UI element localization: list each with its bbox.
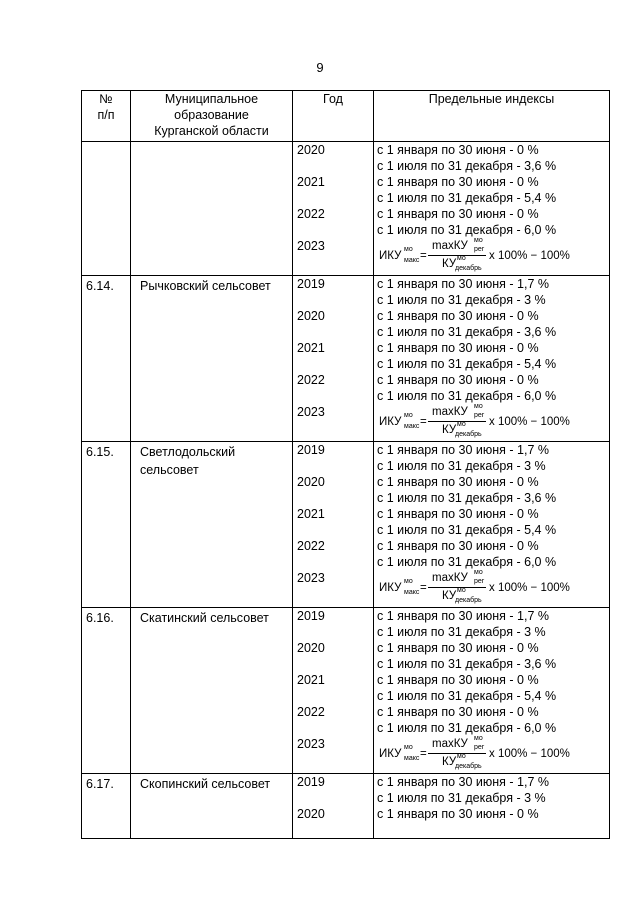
year-value: 2022 xyxy=(297,207,325,221)
cell-municipality xyxy=(131,276,293,442)
index-line: с 1 января по 30 июня - 0 % xyxy=(377,507,539,521)
formula-denominator: КУ xyxy=(442,424,457,436)
index-line: с 1 июля по 31 декабря - 6,0 % xyxy=(377,555,557,569)
header-municipality xyxy=(131,91,293,142)
index-line: с 1 января по 30 июня - 0 % xyxy=(377,143,539,157)
header-year: Год xyxy=(293,91,374,142)
tariff-index-table xyxy=(81,90,610,839)
index-line: с 1 июля по 31 декабря - 6,0 % xyxy=(377,389,557,403)
formula-denominator: КУ xyxy=(442,590,457,602)
formula-equals: = xyxy=(420,748,427,760)
year-value: 2022 xyxy=(297,539,325,553)
formula-tail: х 100% − 100% xyxy=(489,748,570,760)
header-num xyxy=(82,91,131,142)
index-line: с 1 июля по 31 декабря - 3,6 % xyxy=(377,159,557,173)
cell-years xyxy=(293,774,374,839)
municipality-name: Светлодольский xyxy=(140,445,236,459)
index-line: с 1 января по 30 июня - 1,7 % xyxy=(377,609,549,623)
cell-years xyxy=(293,442,374,608)
index-line: с 1 июля по 31 декабря - 5,4 % xyxy=(377,523,557,537)
index-formula xyxy=(377,736,609,773)
index-line: с 1 января по 30 июня - 0 % xyxy=(377,309,539,323)
year-value: 2019 xyxy=(297,277,325,291)
table-row xyxy=(82,608,610,774)
index-line: с 1 января по 30 июня - 0 % xyxy=(377,673,539,687)
cell-municipality xyxy=(131,142,293,276)
formula-numerator: maxКУ xyxy=(432,572,468,584)
municipality-name: Рычковский сельсовет xyxy=(140,279,271,293)
formula-lhs-sup: мо xyxy=(404,744,413,751)
index-line: с 1 июля по 31 декабря - 5,4 % xyxy=(377,357,557,371)
row-number xyxy=(82,142,130,144)
year-value: 2021 xyxy=(297,507,325,521)
formula-lhs-sup: мо xyxy=(404,246,413,253)
table-row xyxy=(82,442,610,608)
index-line: с 1 июля по 31 декабря - 3,6 % xyxy=(377,325,557,339)
index-line: с 1 июля по 31 декабря - 3 % xyxy=(377,791,546,805)
index-line: с 1 января по 30 июня - 0 % xyxy=(377,705,539,719)
index-line: с 1 января по 30 июня - 1,7 % xyxy=(377,775,549,789)
formula-lhs-sup: мо xyxy=(404,578,413,585)
year-value: 2022 xyxy=(297,705,325,719)
index-line: с 1 июля по 31 декабря - 3,6 % xyxy=(377,491,557,505)
index-line: с 1 января по 30 июня - 0 % xyxy=(377,475,539,489)
municipality-name: сельсовет xyxy=(140,463,199,477)
formula-denominator-sub: декабрь xyxy=(455,265,482,272)
row-number: 6.15. xyxy=(86,445,114,459)
header-num-line: № xyxy=(99,92,113,106)
year-value: 2021 xyxy=(297,341,325,355)
formula-lhs-sub: макс xyxy=(404,423,420,430)
year-value: 2019 xyxy=(297,443,325,457)
cell-number xyxy=(82,142,131,276)
index-formula xyxy=(377,238,609,275)
formula-lhs: ИКУ xyxy=(379,250,402,262)
formula-denominator-sup: мо xyxy=(457,255,466,262)
cell-number xyxy=(82,276,131,442)
index-line: с 1 июля по 31 декабря - 3 % xyxy=(377,293,546,307)
year-value: 2022 xyxy=(297,373,325,387)
formula-lhs: ИКУ xyxy=(379,748,402,760)
year-value: 2020 xyxy=(297,143,325,157)
formula-numerator: maxКУ xyxy=(432,738,468,750)
formula-equals: = xyxy=(420,416,427,428)
table-row xyxy=(82,276,610,442)
formula-denominator: КУ xyxy=(442,756,457,768)
index-formula xyxy=(377,570,609,607)
header-indices: Предельные индексы xyxy=(374,91,610,142)
formula-denominator-sup: мо xyxy=(457,421,466,428)
municipality-name: Скатинский сельсовет xyxy=(140,611,269,625)
formula-denominator: КУ xyxy=(442,258,457,270)
year-value: 2023 xyxy=(297,239,325,253)
cell-years xyxy=(293,608,374,774)
cell-indices xyxy=(374,276,610,442)
formula-lhs-sub: макс xyxy=(404,755,420,762)
cell-indices xyxy=(374,608,610,774)
formula-tail: х 100% − 100% xyxy=(489,416,570,428)
formula-lhs-sub: макс xyxy=(404,589,420,596)
table-row xyxy=(82,774,610,839)
index-line: с 1 января по 30 июня - 0 % xyxy=(377,175,539,189)
formula-numerator-sub: рег xyxy=(474,246,485,253)
cell-indices xyxy=(374,774,610,839)
formula-equals: = xyxy=(420,582,427,594)
cell-indices xyxy=(374,142,610,276)
year-value: 2023 xyxy=(297,405,325,419)
row-number: 6.14. xyxy=(86,279,114,293)
cell-number xyxy=(82,442,131,608)
formula-tail: х 100% − 100% xyxy=(489,582,570,594)
municipality-name: Скопинский сельсовет xyxy=(140,777,271,791)
formula-denominator-sup: мо xyxy=(457,753,466,760)
formula-numerator-sub: рег xyxy=(474,578,485,585)
header-municipality-line: Курганской области xyxy=(154,124,269,138)
index-line: с 1 января по 30 июня - 0 % xyxy=(377,373,539,387)
year-value: 2021 xyxy=(297,673,325,687)
year-value: 2019 xyxy=(297,775,325,789)
formula-tail: х 100% − 100% xyxy=(489,250,570,262)
index-line: с 1 января по 30 июня - 1,7 % xyxy=(377,277,549,291)
formula-numerator-sup: мо xyxy=(474,237,483,244)
cell-municipality xyxy=(131,774,293,839)
year-value: 2021 xyxy=(297,175,325,189)
year-value: 2023 xyxy=(297,737,325,751)
cell-years xyxy=(293,276,374,442)
cell-municipality xyxy=(131,442,293,608)
cell-years xyxy=(293,142,374,276)
index-line: с 1 июля по 31 декабря - 6,0 % xyxy=(377,721,557,735)
formula-numerator-sub: рег xyxy=(474,744,485,751)
index-line: с 1 июля по 31 декабря - 3 % xyxy=(377,459,546,473)
formula-denominator-sup: мо xyxy=(457,587,466,594)
formula-lhs: ИКУ xyxy=(379,582,402,594)
year-value: 2020 xyxy=(297,641,325,655)
header-municipality-line: образование xyxy=(174,108,249,122)
cell-indices xyxy=(374,442,610,608)
index-line: с 1 января по 30 июня - 0 % xyxy=(377,341,539,355)
year-value: 2020 xyxy=(297,807,325,821)
index-formula xyxy=(377,404,609,441)
index-line: с 1 июля по 31 декабря - 5,4 % xyxy=(377,689,557,703)
formula-numerator-sup: мо xyxy=(474,403,483,410)
formula-numerator-sup: мо xyxy=(474,569,483,576)
index-line: с 1 января по 30 июня - 0 % xyxy=(377,807,539,821)
index-line: с 1 января по 30 июня - 0 % xyxy=(377,539,539,553)
index-line: с 1 января по 30 июня - 0 % xyxy=(377,641,539,655)
cell-number xyxy=(82,608,131,774)
year-value: 2019 xyxy=(297,609,325,623)
formula-numerator: maxКУ xyxy=(432,406,468,418)
cell-number xyxy=(82,774,131,839)
formula-lhs: ИКУ xyxy=(379,416,402,428)
year-value: 2020 xyxy=(297,475,325,489)
index-line: с 1 июля по 31 декабря - 3 % xyxy=(377,625,546,639)
page-number: 9 xyxy=(316,60,324,75)
header-municipality-line: Муниципальное xyxy=(164,92,259,106)
formula-lhs-sup: мо xyxy=(404,412,413,419)
formula-denominator-sub: декабрь xyxy=(455,763,482,770)
index-line: с 1 января по 30 июня - 1,7 % xyxy=(377,443,549,457)
row-number: 6.16. xyxy=(86,611,114,625)
table-header-row xyxy=(82,91,610,142)
formula-lhs-sub: макс xyxy=(404,257,420,264)
formula-denominator-sub: декабрь xyxy=(455,597,482,604)
year-value: 2020 xyxy=(297,309,325,323)
index-line: с 1 июля по 31 декабря - 6,0 % xyxy=(377,223,557,237)
row-number: 6.17. xyxy=(86,777,114,791)
formula-numerator-sub: рег xyxy=(474,412,485,419)
formula-numerator-sup: мо xyxy=(474,735,483,742)
formula-numerator: maxКУ xyxy=(432,240,468,252)
index-line: с 1 июля по 31 декабря - 5,4 % xyxy=(377,191,557,205)
formula-denominator-sub: декабрь xyxy=(455,431,482,438)
index-line: с 1 июля по 31 декабря - 3,6 % xyxy=(377,657,557,671)
table-row xyxy=(82,142,610,276)
cell-municipality xyxy=(131,608,293,774)
formula-equals: = xyxy=(420,250,427,262)
index-line: с 1 января по 30 июня - 0 % xyxy=(377,207,539,221)
year-value: 2023 xyxy=(297,571,325,585)
header-num-line: п/п xyxy=(97,108,115,122)
